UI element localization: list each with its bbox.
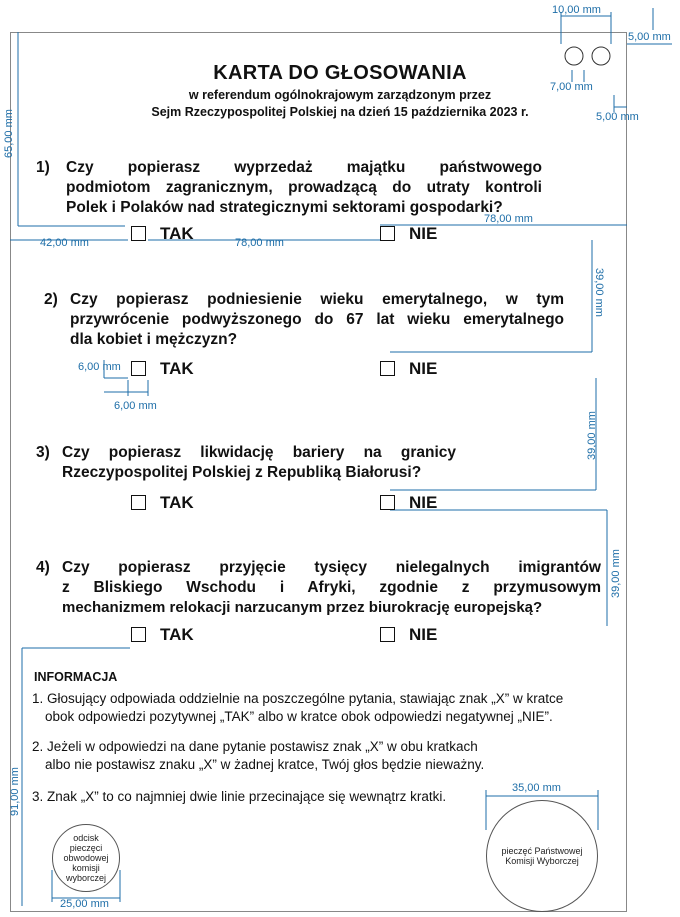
question-1-no-label: NIE: [409, 224, 438, 243]
commission-stamp-line-3: obwodowej: [63, 853, 109, 863]
information-item-1: [32, 690, 612, 726]
question-3-number: 3): [36, 444, 50, 461]
question-4-number: 4): [36, 559, 50, 576]
dim-hole-spacing: 10,00 mm: [552, 4, 601, 16]
information-item-2: [32, 738, 612, 774]
question-2-yes-checkbox[interactable]: [131, 361, 146, 376]
state-stamp-line-1: pieczęć Państwowej: [501, 846, 583, 856]
question-4-no-label: NIE: [409, 625, 438, 644]
question-4-yes-checkbox[interactable]: [131, 627, 146, 642]
question-1-line-1: Czy popierasz wyprzedaż majątku państwowego: [66, 159, 542, 176]
state-stamp-line-2: Komisji Wyborczej: [505, 856, 579, 866]
dim-right-offset: 5,00 mm: [596, 111, 639, 123]
dim-box-width: 6,00 mm: [114, 400, 157, 412]
question-2-no-checkbox[interactable]: [380, 361, 395, 376]
question-1-line-2: podmiotom zagranicznym, prowadzącą do utraty kontroli: [66, 179, 542, 196]
question-3-no-label: NIE: [409, 493, 438, 512]
state-commission-stamp-area: [486, 800, 598, 912]
question-2-yes-label: TAK: [160, 359, 194, 378]
question-1: [36, 158, 542, 218]
question-3-no-checkbox[interactable]: [380, 495, 395, 510]
question-1-no-checkbox[interactable]: [380, 226, 395, 241]
question-2-line-2: przywrócenie podwyższonego do 67 lat wieku emerytalnego: [70, 311, 564, 328]
question-4-line-3: mechanizmem relokacji narzucanym przez biurokrację europejską?: [62, 599, 543, 616]
commission-stamp-line-5: wyborczej: [65, 873, 106, 883]
question-4-line-1: Czy popierasz przyjęcie tysięcy nielegalnych imigrantów: [62, 559, 601, 576]
question-2-line-1: Czy popierasz podniesienie wieku emerytalnego, w tym: [70, 291, 564, 308]
information-item-3-line-1: 3. Znak „X” to co najmniej dwie linie przecinające się wewnątrz kratki.: [32, 789, 447, 804]
question-1-line-3: Polek i Polaków nad strategicznymi sektorami gospodarki?: [66, 199, 503, 216]
ballot-subtitle-line2: Sejm Rzeczypospolitej Polskiej na dzień 15 października 2023 r.: [151, 105, 529, 119]
information-item-1-line-2: obok odpowiedzi pozytywnej „TAK” albo w kratce obok odpowiedzi negatywnej „NIE”.: [45, 709, 553, 724]
information-heading: INFORMACJA: [34, 670, 118, 684]
dim-right-gap: 78,00 mm: [484, 213, 533, 225]
question-4-no-checkbox[interactable]: [380, 627, 395, 642]
commission-stamp-area: [52, 824, 120, 892]
question-4-line-2: z Bliskiego Wschodu i Afryki, zgodnie z przymusowym: [62, 579, 601, 596]
ballot-title: KARTA DO GŁOSOWANIA: [213, 62, 467, 84]
question-3-line-2: Rzeczypospolitej Polskiej z Republiką Białorusi?: [62, 464, 422, 481]
information-item-2-line-2: albo nie postawisz znaku „X” w żadnej kratce, Twój głos będzie nieważny.: [45, 757, 485, 772]
question-3: [36, 443, 456, 483]
dim-stamp-left-width: 25,00 mm: [60, 898, 109, 910]
question-3-yes-checkbox[interactable]: [131, 495, 146, 510]
question-2-no-label: NIE: [409, 359, 438, 378]
information-item-2-line-1: 2. Jeżeli w odpowiedzi na dane pytanie postawisz znak „X” w obu kratkach: [32, 739, 478, 754]
dim-question-spacing-3: 39,00 mm: [610, 549, 622, 598]
dim-question-spacing-1: 39,00 mm: [593, 268, 605, 317]
question-2-line-3: dla kobiet i mężczyzn?: [70, 331, 238, 348]
question-3-line-1: Czy popierasz likwidację bariery na granicy: [62, 444, 456, 461]
question-1-number: 1): [36, 159, 50, 176]
dim-left-margin: 42,00 mm: [40, 237, 89, 249]
dim-box-height: 6,00 mm: [78, 361, 121, 373]
dim-question-spacing-2: 39,00 mm: [586, 411, 598, 460]
dim-hole-diameter: 7,00 mm: [550, 81, 593, 93]
dim-footer-height: 91,00 mm: [9, 767, 21, 816]
commission-stamp-line-4: komisji: [72, 863, 100, 873]
dim-stamp-right-width: 35,00 mm: [512, 782, 561, 794]
commission-stamp-line-1: odcisk: [73, 833, 99, 843]
question-4-yes-label: TAK: [160, 625, 194, 644]
dim-box-gap: 78,00 mm: [235, 237, 284, 249]
dim-top-offset: 5,00 mm: [628, 31, 671, 43]
question-3-yes-label: TAK: [160, 493, 194, 512]
question-1-yes-label: TAK: [160, 224, 194, 243]
commission-stamp-line-2: pieczęci: [69, 843, 103, 853]
dim-header-height: 65,00 mm: [3, 109, 15, 158]
question-4: [36, 558, 601, 618]
question-1-yes-checkbox[interactable]: [131, 226, 146, 241]
question-2: [44, 290, 564, 350]
ballot-subtitle-line1: w referendum ogólnokrajowym zarządzonym przez: [188, 88, 492, 102]
question-2-number: 2): [44, 291, 58, 308]
information-item-1-line-1: 1. Głosujący odpowiada oddzielnie na poszczególne pytania, stawiając znak „X” w kratce: [32, 691, 564, 706]
